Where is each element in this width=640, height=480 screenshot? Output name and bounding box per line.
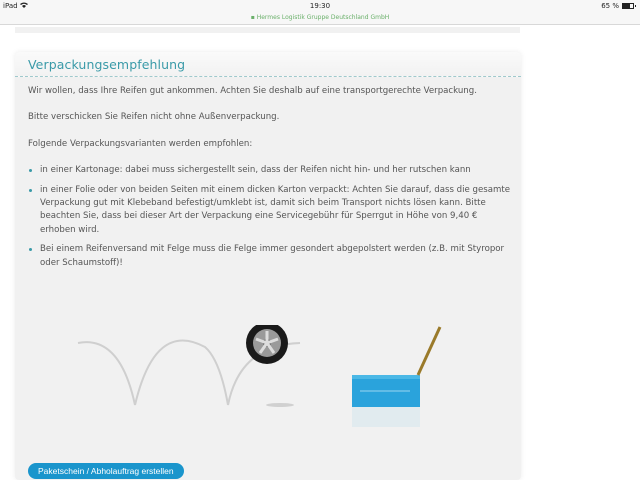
- bullet-icon: [29, 169, 32, 172]
- device-name: iPad: [3, 2, 18, 10]
- battery-icon: [622, 3, 634, 9]
- battery-status: [601, 2, 634, 10]
- tire-bouncing-into-box-illustration: [60, 325, 480, 435]
- battery-percent: 65 %: [601, 2, 619, 10]
- create-shipping-label-button[interactable]: Paketschein / Abholauftrag erstellen: [28, 463, 184, 479]
- list-item-text: Bei einem Reifenversand mit Felge muss die Felge immer gesondert abgepolstert werden (z.B. mit Styropor oder Schaumstoff)!: [40, 244, 505, 268]
- bullet-icon: [29, 189, 32, 192]
- variants-heading: Folgende Verpackungsvarianten werden empfohlen:: [28, 138, 253, 149]
- intro-paragraph: Wir wollen, dass Ihre Reifen gut ankommen. Achten Sie deshalb auf eine transportgerechte Verpackung.: [28, 86, 477, 96]
- variants-list: [28, 164, 513, 270]
- lock-icon: ▪: [250, 14, 255, 21]
- bullet-icon: [29, 248, 32, 251]
- list-item-text: in einer Kartonage: dabei muss sichergestellt sein, dass der Reifen nicht hin- und her rutschen kann: [40, 165, 471, 176]
- list-item-text: in einer Folie oder von beiden Seiten mit einem dicken Karton verpackt: Achten Sie darauf, dass die gesamte Verpackung gut mit Klebeband befestigt/umklebt ist, damit sich beim Transport nichts lösen kann. Bitte beachten Sie, dass bei dieser Art der Verpackung eine Servicegebühr für Sperrgut in Höhe von 9,40 € erhoben wird.: [40, 184, 511, 235]
- panel-content: [28, 85, 513, 276]
- clock: 19:30: [309, 2, 331, 10]
- box-icon: [352, 327, 440, 427]
- status-bar: [0, 0, 640, 13]
- outer-packaging-paragraph: Bitte verschicken Sie Reifen nicht ohne Außenverpackung.: [28, 112, 280, 123]
- list-item: [28, 184, 513, 238]
- list-item: [28, 164, 513, 177]
- list-item: [28, 243, 513, 270]
- panel-title: Verpackungsempfehlung: [28, 57, 186, 72]
- url-bar[interactable]: [0, 13, 640, 25]
- panel-header: [15, 52, 521, 77]
- previous-panel-edge: [15, 27, 520, 33]
- site-name: Hermes Logistik Gruppe Deutschland GmbH: [256, 14, 390, 21]
